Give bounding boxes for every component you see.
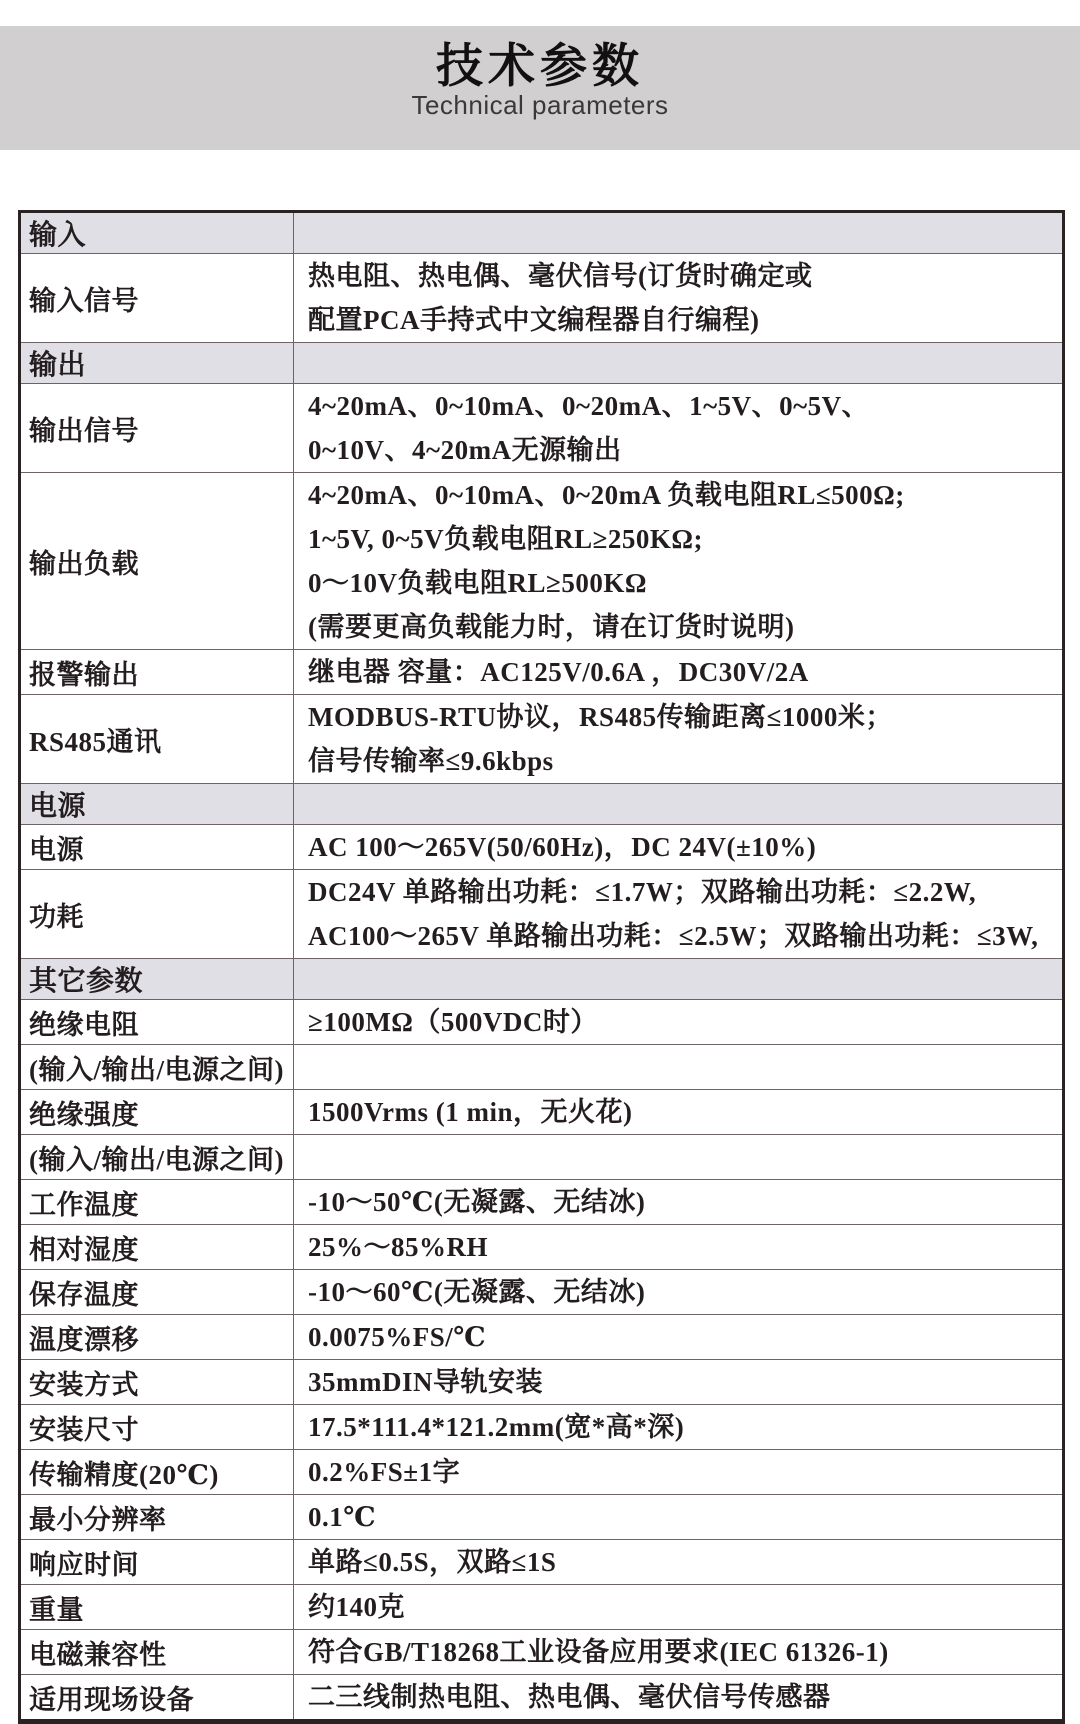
param-label: 输出负载 xyxy=(20,473,294,650)
table-row xyxy=(20,1135,1064,1180)
param-value xyxy=(294,1315,1064,1360)
param-value-line: 1500Vrms (1 min，无火花) xyxy=(308,1097,633,1127)
param-value xyxy=(294,695,1064,784)
param-value-line: AC100～265V 单路输出功耗：≤2.5W；双路输出功耗：≤3W, xyxy=(308,921,1039,951)
table-row xyxy=(20,1000,1064,1045)
param-label: 响应时间 xyxy=(20,1540,294,1585)
param-value-line: 1~5V, 0~5V负载电阻RL≥250KΩ; xyxy=(308,524,704,554)
param-label: 温度漂移 xyxy=(20,1315,294,1360)
table-row xyxy=(20,384,1064,473)
param-value xyxy=(294,1045,1064,1090)
param-label: 输出信号 xyxy=(20,384,294,473)
param-label: 功耗 xyxy=(20,870,294,959)
param-label: 重量 xyxy=(20,1585,294,1630)
table-row xyxy=(20,473,1064,650)
param-value-line: DC24V 单路输出功耗：≤1.7W；双路输出功耗：≤2.2W, xyxy=(308,877,977,907)
param-value xyxy=(294,384,1064,473)
param-value-line: AC 100～265V(50/60Hz)，DC 24V(±10%) xyxy=(308,832,817,862)
param-label: 相对湿度 xyxy=(20,1225,294,1270)
table-row xyxy=(20,1495,1064,1540)
table-row xyxy=(20,1405,1064,1450)
page-title: 技术参数 xyxy=(436,39,644,92)
table-row xyxy=(20,1045,1064,1090)
param-value xyxy=(294,1540,1064,1585)
param-value-line: 0～10V负载电阻RL≥500KΩ xyxy=(308,568,647,598)
table-row xyxy=(20,1315,1064,1360)
table-row xyxy=(20,1585,1064,1630)
param-value xyxy=(294,1000,1064,1045)
param-value-line: 配置PCA手持式中文编程器自行编程) xyxy=(308,305,760,335)
table-row xyxy=(20,870,1064,959)
param-value-line: 约140克 xyxy=(308,1592,405,1622)
parameters-table-body xyxy=(20,212,1064,1722)
table-row xyxy=(20,1090,1064,1135)
parameters-table xyxy=(18,210,1065,1724)
param-value xyxy=(294,1270,1064,1315)
param-value xyxy=(294,254,1064,343)
param-value-line: ≥100MΩ（500VDC时） xyxy=(308,1007,598,1037)
param-label: 安装方式 xyxy=(20,1360,294,1405)
param-label: (输入/输出/电源之间) xyxy=(20,1045,294,1090)
param-value xyxy=(294,1630,1064,1675)
param-label: 传输精度(20℃) xyxy=(20,1450,294,1495)
param-value-line: 4~20mA、0~10mA、0~20mA 负载电阻RL≤500Ω; xyxy=(308,480,905,510)
param-label: 输入 xyxy=(20,212,294,254)
param-value xyxy=(294,1360,1064,1405)
param-label: 适用现场设备 xyxy=(20,1675,294,1722)
param-value-line: 单路≤0.5S，双路≤1S xyxy=(308,1547,557,1577)
param-label: 其它参数 xyxy=(20,959,294,1000)
section-header-row xyxy=(20,784,1064,825)
param-value-line: 二三线制热电阻、热电偶、毫伏信号传感器 xyxy=(308,1682,831,1712)
param-label: 工作温度 xyxy=(20,1180,294,1225)
param-value xyxy=(294,1135,1064,1180)
param-value xyxy=(294,1180,1064,1225)
param-value-line: 25%～85%RH xyxy=(308,1232,488,1262)
param-value-line: 0.2%FS±1字 xyxy=(308,1457,461,1487)
param-label: 绝缘电阻 xyxy=(20,1000,294,1045)
param-value xyxy=(294,1405,1064,1450)
param-label: 电磁兼容性 xyxy=(20,1630,294,1675)
title-band xyxy=(0,26,1080,150)
param-value xyxy=(294,784,1064,825)
param-label: 电源 xyxy=(20,825,294,870)
table-row xyxy=(20,1540,1064,1585)
table-row xyxy=(20,1675,1064,1722)
table-row xyxy=(20,1225,1064,1270)
param-value-line: 0.1℃ xyxy=(308,1502,377,1532)
param-label: 保存温度 xyxy=(20,1270,294,1315)
param-value-line: MODBUS-RTU协议，RS485传输距离≤1000米； xyxy=(308,702,893,732)
param-value-line: 符合GB/T18268工业设备应用要求(IEC 61326-1) xyxy=(308,1637,889,1667)
param-value xyxy=(294,473,1064,650)
param-label: 绝缘强度 xyxy=(20,1090,294,1135)
param-value-line: 信号传输率≤9.6kbps xyxy=(308,746,554,776)
param-label: RS485通讯 xyxy=(20,695,294,784)
param-value xyxy=(294,650,1064,695)
table-row xyxy=(20,825,1064,870)
param-value-line: 4~20mA、0~10mA、0~20mA、1~5V、0~5V、 xyxy=(308,391,870,421)
page-subtitle: Technical parameters xyxy=(411,90,669,121)
param-label: 输入信号 xyxy=(20,254,294,343)
section-header-row xyxy=(20,343,1064,384)
param-value xyxy=(294,825,1064,870)
param-value-line: 0.0075%FS/℃ xyxy=(308,1322,487,1352)
table-row xyxy=(20,695,1064,784)
table-row xyxy=(20,254,1064,343)
param-label: 安装尺寸 xyxy=(20,1405,294,1450)
param-value xyxy=(294,1090,1064,1135)
param-value xyxy=(294,212,1064,254)
param-value-line: -10～50℃(无凝露、无结冰) xyxy=(308,1187,646,1217)
param-value-line: 35mmDIN导轨安装 xyxy=(308,1367,543,1397)
param-label: 电源 xyxy=(20,784,294,825)
table-row xyxy=(20,1360,1064,1405)
param-value xyxy=(294,1225,1064,1270)
section-header-row xyxy=(20,212,1064,254)
param-label: 报警输出 xyxy=(20,650,294,695)
param-value xyxy=(294,959,1064,1000)
param-value-line: 继电器 容量：AC125V/0.6A ，DC30V/2A xyxy=(308,657,809,687)
param-label: 最小分辨率 xyxy=(20,1495,294,1540)
table-row xyxy=(20,1450,1064,1495)
table-row xyxy=(20,1630,1064,1675)
param-value-line: (需要更高负载能力时，请在订货时说明) xyxy=(308,612,795,642)
param-label: (输入/输出/电源之间) xyxy=(20,1135,294,1180)
param-value xyxy=(294,343,1064,384)
param-value xyxy=(294,1450,1064,1495)
param-value xyxy=(294,870,1064,959)
table-row xyxy=(20,1270,1064,1315)
param-value-line: 0~10V、4~20mA无源输出 xyxy=(308,435,622,465)
param-value-line: 17.5*111.4*121.2mm(宽*高*深) xyxy=(308,1412,685,1442)
param-value xyxy=(294,1585,1064,1630)
param-value xyxy=(294,1495,1064,1540)
param-value-line: 热电阻、热电偶、毫伏信号(订货时确定或 xyxy=(308,261,813,291)
param-value-line: -10～60℃(无凝露、无结冰) xyxy=(308,1277,646,1307)
param-label: 输出 xyxy=(20,343,294,384)
table-row xyxy=(20,1180,1064,1225)
param-value xyxy=(294,1675,1064,1722)
section-header-row xyxy=(20,959,1064,1000)
table-row xyxy=(20,650,1064,695)
